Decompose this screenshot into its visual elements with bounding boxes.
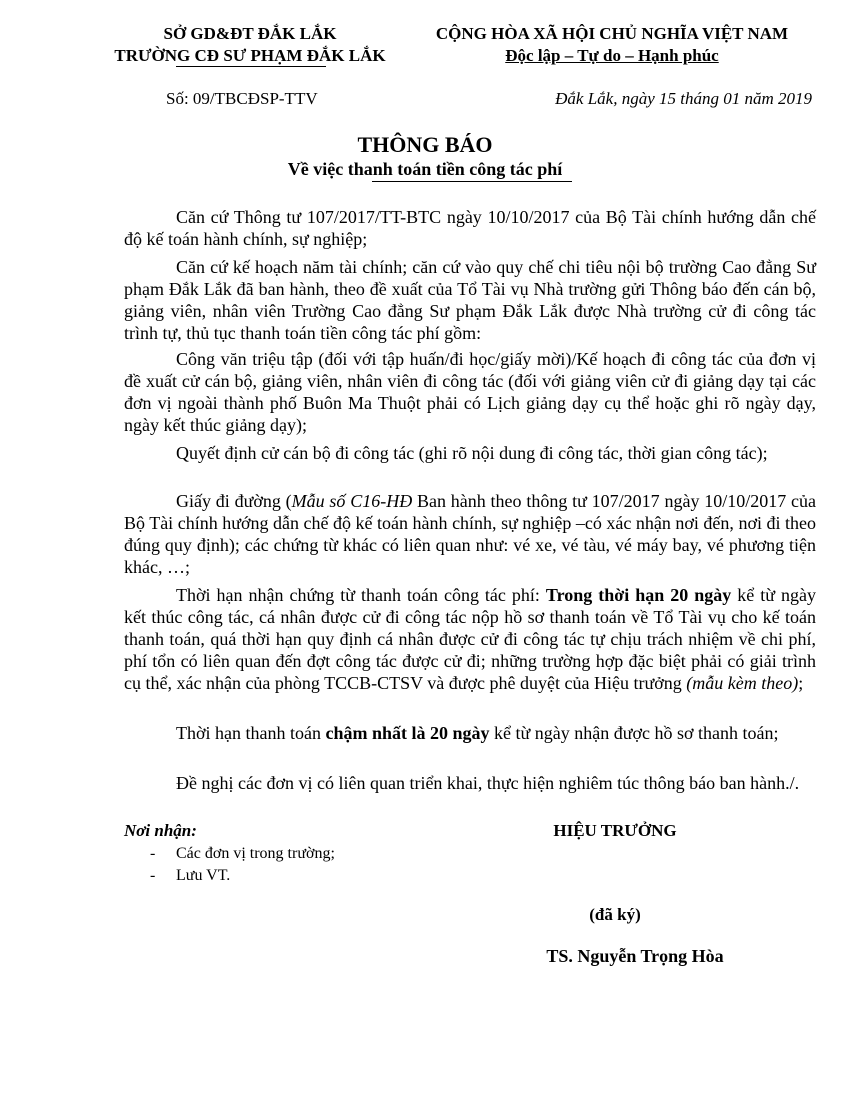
payment-intro: Thời hạn thanh toán	[176, 723, 326, 743]
paragraph-payment-deadline	[124, 722, 816, 744]
recipient-item	[150, 843, 335, 865]
header-left-rule	[176, 66, 326, 67]
bullet-dash: -	[150, 845, 156, 862]
submission-rest: kể từ ngày kết thúc công tác, cá nhân được cử đi công tác nộp hồ sơ thanh toán về Tổ Tài vụ cho kế toán thanh toán, quá thời hạn quy định cá nhân được cử đi công tác tự chịu trách nhiệm về chi phí, phí tổn có liên quan đến đợt công tác được cử đi; những trường hợp đặc biệt phải có giải trình cụ thể, xác nhận của phòng TCCB-CTSV và được phê duyệt của Hiệu trưởng	[124, 585, 816, 693]
national-title: CỘNG HÒA XÃ HỘI CHỦ NGHĨA VIỆT NAM	[435, 24, 789, 43]
document-number: Số: 09/TBCĐSP-TTV	[166, 89, 318, 108]
recipient-item-text: Các đơn vị trong trường;	[176, 845, 335, 862]
form-number: Mẫu số C16-HĐ	[291, 491, 413, 511]
paragraph-submission-deadline	[124, 584, 816, 694]
submission-intro: Thời hạn nhận chứng từ thanh toán công tác phí:	[176, 585, 546, 605]
recipient-item	[150, 865, 230, 887]
school-name	[100, 45, 400, 67]
national-motto	[412, 45, 812, 67]
payment-deadline: chậm nhất là 20 ngày	[325, 723, 490, 743]
recipient-item-text: Lưu VT.	[176, 867, 231, 884]
paragraph-legal-basis: Căn cứ Thông tư 107/2017/TT-BTC ngày 10/10/2017 của Bộ Tài chính hướng dẫn chế độ kế toán hành chính, sự nghiệp;	[124, 207, 816, 249]
bullet-dash: -	[150, 867, 156, 884]
paragraph-decision: Quyết định cử cán bộ đi công tác (ghi rõ nội dung đi công tác, thời gian công tác);	[176, 443, 768, 463]
signed-mark: (đã ký)	[589, 905, 641, 924]
document-subtitle: Về việc thanh toán tiền công tác phí	[287, 159, 563, 179]
national-motto-text: Độc lập – Tự do – Hạnh phúc	[505, 46, 719, 65]
payment-rest: kể từ ngày nhận được hồ sơ thanh toán;	[489, 723, 779, 743]
agency-name: SỞ GD&ĐT ĐẮK LẮK	[163, 24, 337, 43]
signer-position: HIỆU TRƯỞNG	[553, 821, 677, 840]
paragraph-plan-basis: Căn cứ kế hoạch năm tài chính; căn cứ vào quy chế chi tiêu nội bộ trường Cao đẳng Sư phạm Đắk Lắk đã ban hành, theo đề xuất của Tổ Tài vụ Nhà trường gửi Thông báo đến cán bộ, giảng viên, nhân viên Trường Cao đẳng Sư phạm Đắk Lắk được Nhà trường cử đi công tác trình tự, thủ tục thanh toán tiền công tác phí gồm:	[124, 257, 816, 343]
attached-form-note: (mẫu kèm theo)	[686, 673, 799, 693]
document-title: THÔNG BÁO	[357, 132, 493, 157]
signer-name: TS. Nguyễn Trọng Hòa	[546, 946, 724, 966]
school-name-text: TRƯỜNG CĐ SƯ PHẠM ĐẮK LẮK	[114, 46, 386, 65]
recipients-label: Nơi nhận:	[124, 821, 197, 840]
submission-deadline: Trong thời hạn 20 ngày	[545, 585, 732, 605]
travel-paper-intro: Giấy đi đường (	[176, 491, 292, 511]
travel-paper-rest: Ban hành theo thông tư 107/2017 ngày 10/10/2017 của Bộ Tài chính hướng dẫn chế độ kế toán hành chính, sự nghiệp –có xác nhận nơi đến, nơi đi theo đúng quy định); các chứng từ khác có liên quan như: vé xe, vé tàu, vé máy bay, vé phương tiện khác, …;	[124, 491, 816, 577]
paragraph-request: Đề nghị các đơn vị có liên quan triển khai, thực hiện nghiêm túc thông báo ban hành./.	[176, 773, 800, 793]
paragraph-summons: Công văn triệu tập (đối với tập huấn/đi học/giấy mời)/Kế hoạch đi công tác của đơn vị đề xuất cử cán bộ, giảng viên, nhân viên đi công tác (đối với giảng viên cử đi giảng dạy tại các đơn vị ngoài thành phố Buôn Ma Thuột phải có Lịch giảng dạy cụ thể hoặc ghi rõ ngày dạy, ngày kết thúc giảng dạy);	[124, 349, 816, 435]
paragraph-travel-paper	[124, 490, 816, 578]
document-date: Đắk Lắk, ngày 15 tháng 01 năm 2019	[555, 89, 812, 108]
submission-end: ;	[798, 673, 804, 693]
title-rule	[372, 181, 572, 182]
